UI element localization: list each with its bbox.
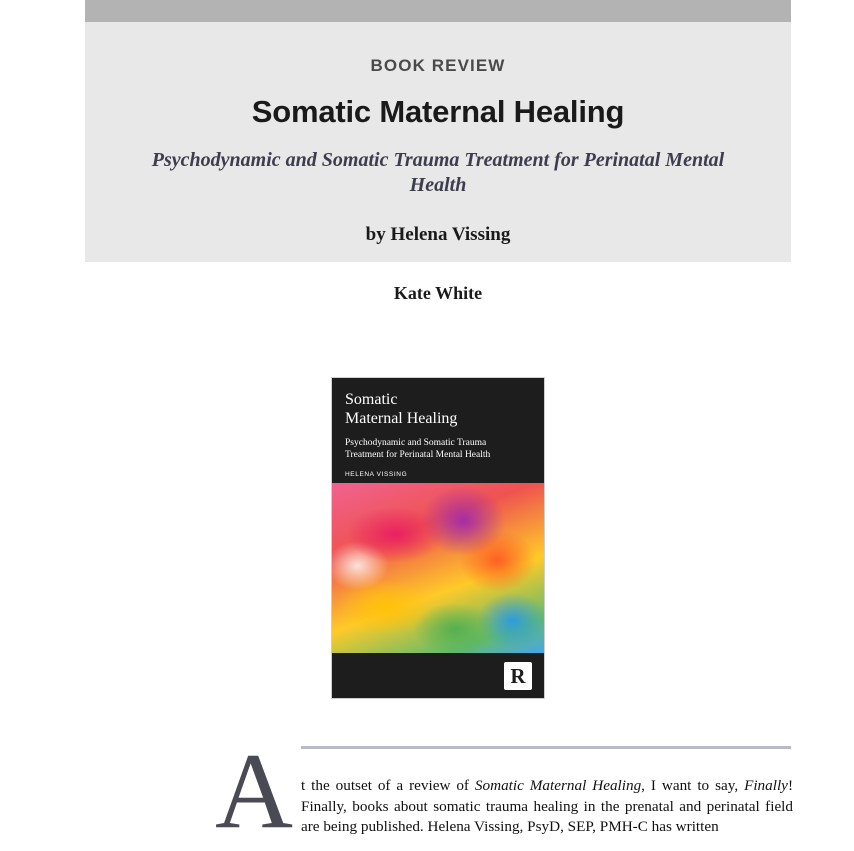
book-cover-footer (332, 653, 544, 698)
book-cover-author: HELENA VISSING (345, 471, 408, 478)
article-kicker: BOOK REVIEW (370, 56, 506, 75)
book-cover-title-line1: Somatic (345, 391, 398, 408)
body-text-1: t the outset of a review of (301, 777, 475, 794)
book-cover-subtitle-line1: Psychodynamic and Somatic Trauma (345, 438, 487, 448)
routledge-logo-icon: R (504, 662, 532, 690)
body-text-2: , I want to say, (641, 777, 745, 794)
reviewer-name: Kate White (393, 283, 483, 303)
book-cover-header (332, 378, 544, 483)
body-dropcap: A (215, 732, 293, 851)
article-byline: by Helena Vissing (365, 224, 511, 245)
body-top-rule (301, 746, 791, 749)
book-cover-artwork (332, 483, 544, 655)
body-italic-book-title: Somatic Maternal Healing (474, 777, 642, 794)
page-left-gutter (0, 0, 85, 828)
page-title: Somatic Maternal Healing (251, 94, 625, 129)
book-cover-subtitle-line2: Treatment for Perinatal Mental Health (345, 450, 491, 460)
page-top-strip (85, 0, 791, 22)
body-italic-emphasis: Finally (744, 777, 788, 794)
article-title-block (85, 22, 791, 262)
book-cover-title-line2: Maternal Healing (345, 410, 458, 427)
body-text-3: ! Finally, books about somatic trauma healing in the prenatal and perinatal field are being published. Helena Vissing, PsyD, SEP, PMH-C has written (301, 777, 793, 835)
body-paragraph (301, 776, 793, 838)
article-subtitle: Psychodynamic and Somatic Trauma Treatment for Perinatal Mental Health (151, 149, 725, 196)
book-cover-image (331, 377, 545, 699)
